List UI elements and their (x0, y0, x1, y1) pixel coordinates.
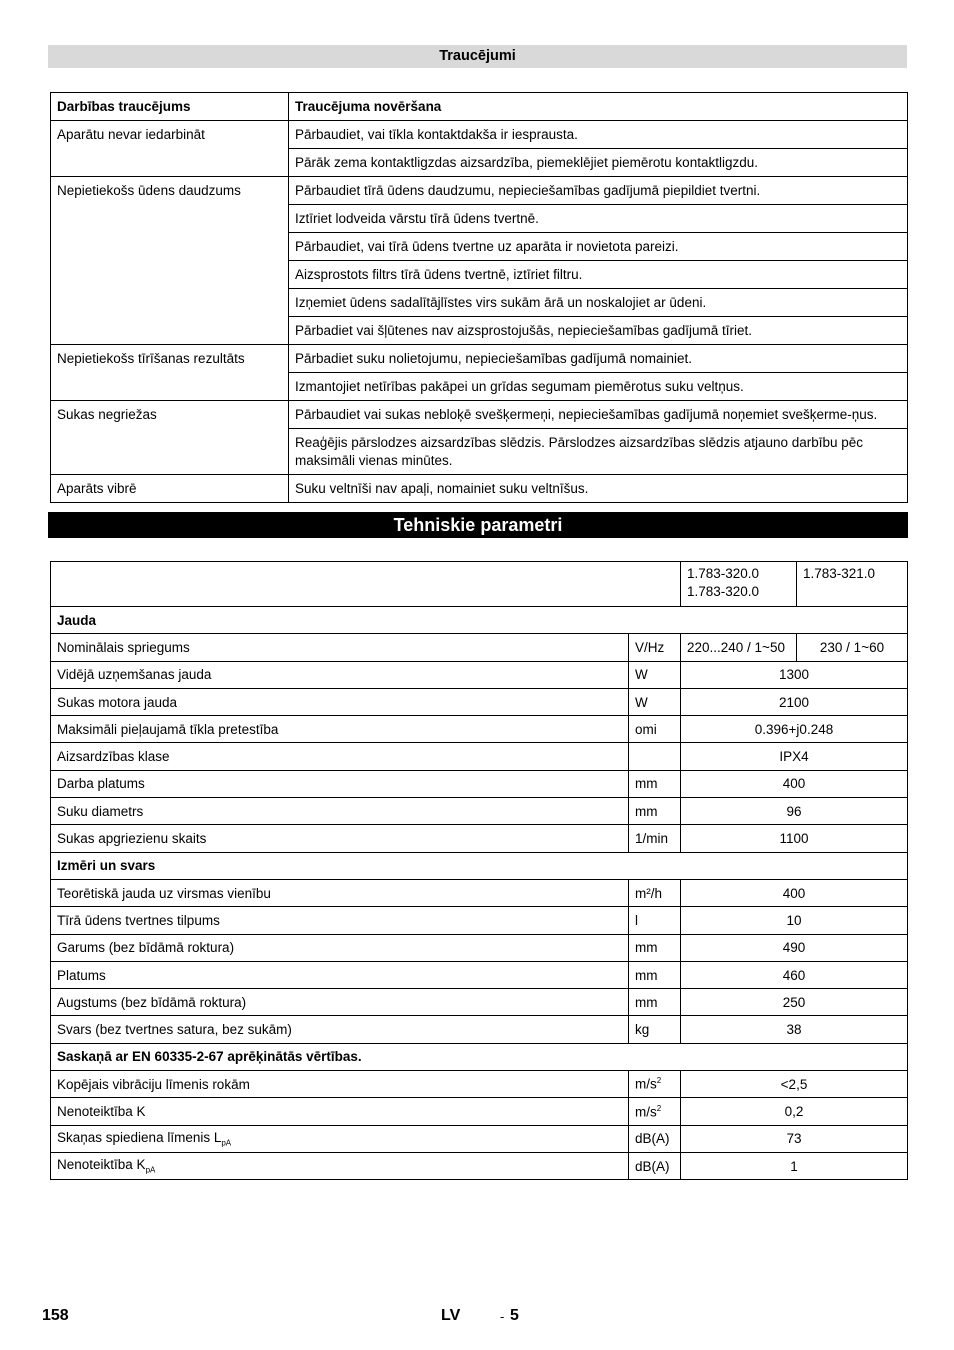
spec-value: 400 (681, 770, 908, 797)
spec-value: 73 (681, 1125, 908, 1152)
spec-value: 10 (681, 907, 908, 934)
language-code: LV (441, 1307, 461, 1324)
faults-table (50, 92, 908, 503)
remedy-cell: Iztīriet lodveida vārstu tīrā ūdens tvertnē. (289, 205, 908, 233)
spec-unit-text: omi (635, 721, 657, 737)
spec-row (51, 634, 908, 661)
spec-value: 490 (681, 934, 908, 961)
spec-row (51, 934, 908, 961)
spec-unit-text: V/Hz (635, 639, 665, 655)
fault-row (51, 345, 908, 373)
spec-unit (629, 1016, 681, 1043)
spec-unit-text: mm (635, 803, 658, 819)
header-fault: Darbības traucējums (51, 93, 289, 121)
spec-row (51, 798, 908, 825)
fault-row (51, 177, 908, 205)
remedy-cell: Pārāk zema kontaktligzdas aizsardzība, piemeklējiet piemērotu kontaktligzdu. (289, 149, 908, 177)
spec-row (51, 743, 908, 770)
spec-name (51, 661, 629, 688)
spec-unit-text: dB(A) (635, 1131, 670, 1147)
remedy-cell: Izņemiet ūdens sadalītājlīstes virs sukām ārā un noskalojiet ar ūdeni. (289, 289, 908, 317)
spec-unit-text: dB(A) (635, 1158, 670, 1174)
spec-name-text: Garums (bez bīdāmā roktura) (57, 940, 235, 956)
spec-name-text: Augstums (bez bīdāmā roktura) (57, 994, 247, 1010)
spec-unit-text: mm (635, 940, 658, 956)
spec-section-row (51, 1043, 908, 1070)
spec-value-a: 220...240 / 1~50 (681, 634, 797, 661)
spec-unit (629, 879, 681, 906)
fault-cell: Nepietiekošs tīrīšanas rezultāts (51, 345, 289, 401)
spec-unit-text: m/s (635, 1076, 657, 1092)
spec-row (51, 907, 908, 934)
section-page: 5 (510, 1307, 519, 1324)
fault-cell: Sukas negriežas (51, 401, 289, 475)
spec-name-text: Teorētiskā jauda uz virsmas vienību (57, 885, 271, 901)
spec-unit (629, 989, 681, 1016)
section-title-specs: Tehniskie parametri (48, 512, 908, 538)
spec-value: 400 (681, 879, 908, 906)
spec-unit (629, 825, 681, 852)
remedy-cell: Izmantojiet netīrības pakāpei un grīdas segumam piemērotus suku veltņus. (289, 373, 908, 401)
fault-row (51, 121, 908, 149)
footer-dash: - (500, 1309, 505, 1324)
spec-value: 0.396+j0.248 (681, 716, 908, 743)
spec-name-text: Suku diametrs (57, 803, 144, 819)
spec-value: 250 (681, 989, 908, 1016)
spec-name (51, 1152, 629, 1179)
spec-name (51, 716, 629, 743)
fault-cell: Nepietiekošs ūdens daudzums (51, 177, 289, 345)
fault-row (51, 475, 908, 503)
spec-unit (629, 1125, 681, 1152)
page-number: 158 (42, 1307, 69, 1324)
spec-unit (629, 1098, 681, 1125)
spec-row (51, 989, 908, 1016)
spec-value: 0,2 (681, 1098, 908, 1125)
specs-table (50, 561, 908, 1180)
spec-name-text: Aizsardzības klase (57, 749, 170, 765)
spec-value: 2100 (681, 688, 908, 715)
faults-header-row (51, 93, 908, 121)
fault-cell: Aparāts vibrē (51, 475, 289, 503)
spec-name (51, 825, 629, 852)
remedy-cell: Pārbaudiet tīrā ūdens daudzumu, nepieciešamības gadījumā piepildiet tvertni. (289, 177, 908, 205)
remedy-cell: Pārbadiet vai šļūtenes nav aizsprostojušās, nepieciešamības gadījumā tīriet. (289, 317, 908, 345)
spec-name-text: Skaņas spiediena līmenis L (57, 1129, 222, 1145)
spec-row (51, 688, 908, 715)
spec-unit (629, 634, 681, 661)
spec-name (51, 688, 629, 715)
spec-name-subscript: pA (145, 1165, 156, 1175)
spec-unit (629, 1152, 681, 1179)
spec-unit (629, 961, 681, 988)
spec-name (51, 743, 629, 770)
model-header-row (51, 562, 908, 607)
spec-name (51, 798, 629, 825)
empty-cell (51, 562, 681, 607)
spec-value: <2,5 (681, 1071, 908, 1098)
spec-unit-superscript: 2 (656, 1076, 662, 1086)
spec-unit (629, 661, 681, 688)
spec-row (51, 661, 908, 688)
spec-unit-superscript: 2 (656, 1103, 662, 1113)
remedy-cell: Pārbaudiet, vai tīkla kontaktdakša ir iesprausta. (289, 121, 908, 149)
spec-value: 1100 (681, 825, 908, 852)
spec-value-b: 230 / 1~60 (797, 634, 908, 661)
section-title-faults: Traucējumi (48, 45, 907, 68)
spec-name (51, 934, 629, 961)
model-b-number: 1.783-321.0 (797, 562, 908, 607)
spec-row (51, 1152, 908, 1179)
remedy-cell: Reaģējis pārslodzes aizsardzības slēdzis. Pārslodzes aizsardzības slēdzis atjauno darbību pēc maksimāli vienas minūtes. (289, 429, 908, 475)
spec-name-text: Nenoteiktība K (57, 1157, 146, 1173)
spec-value: 1300 (681, 661, 908, 688)
spec-name (51, 907, 629, 934)
fault-row (51, 401, 908, 429)
spec-unit-text: m/s (635, 1104, 657, 1120)
spec-value: 1 (681, 1152, 908, 1179)
spec-name (51, 1016, 629, 1043)
header-remedy: Traucējuma novēršana (289, 93, 908, 121)
remedy-cell: Aizsprostots filtrs tīrā ūdens tvertnē, iztīriet filtru. (289, 261, 908, 289)
spec-unit-text: kg (635, 1022, 650, 1038)
spec-row (51, 1071, 908, 1098)
spec-name (51, 770, 629, 797)
spec-name-text: Maksimāli pieļaujamā tīkla pretestība (57, 721, 279, 737)
spec-unit (629, 688, 681, 715)
spec-unit (629, 798, 681, 825)
spec-name-subscript: pA (221, 1138, 232, 1148)
remedy-cell: Pārbaudiet, vai tīrā ūdens tvertne uz aparāta ir novietota pareizi. (289, 233, 908, 261)
spec-row (51, 1125, 908, 1152)
spec-name-text: Nominālais spriegums (57, 639, 190, 655)
spec-section-title: Saskaņā ar EN 60335-2-67 aprēķinātās vērtības. (51, 1043, 908, 1070)
spec-name (51, 1098, 629, 1125)
spec-name (51, 961, 629, 988)
spec-row (51, 879, 908, 906)
spec-row (51, 825, 908, 852)
spec-unit-text: W (635, 667, 648, 683)
spec-unit-text: W (635, 694, 648, 710)
spec-unit (629, 907, 681, 934)
fault-cell: Aparātu nevar iedarbināt (51, 121, 289, 177)
remedy-cell: Pārbaudiet vai sukas nebloķē svešķermeņi, nepieciešamības gadījumā noņemiet svešķerme-ņus. (289, 401, 908, 429)
remedy-cell: Suku veltnīši nav apaļi, nomainiet suku veltnīšus. (289, 475, 908, 503)
spec-row (51, 770, 908, 797)
spec-value: 460 (681, 961, 908, 988)
spec-unit-text: mm (635, 967, 658, 983)
spec-unit (629, 1071, 681, 1098)
spec-unit-text: 1/min (635, 831, 669, 847)
spec-unit (629, 743, 681, 770)
spec-name (51, 634, 629, 661)
spec-section-title: Jauda (51, 607, 908, 634)
spec-unit (629, 770, 681, 797)
spec-unit-text: m²/h (635, 885, 662, 901)
spec-row (51, 1098, 908, 1125)
model-a-number: 1.783-320.0 (687, 584, 760, 599)
spec-unit (629, 716, 681, 743)
spec-unit-text: mm (635, 776, 658, 792)
spec-name (51, 1071, 629, 1098)
spec-unit (629, 934, 681, 961)
spec-row (51, 961, 908, 988)
spec-name-text: Tīrā ūdens tvertnes tilpums (57, 912, 220, 928)
spec-name-text: Sukas apgriezienu skaits (57, 831, 207, 847)
spec-name-text: Nenoteiktība K (57, 1103, 146, 1119)
spec-name (51, 879, 629, 906)
spec-name-text: Kopējais vibrāciju līmenis rokām (57, 1076, 250, 1092)
spec-value: IPX4 (681, 743, 908, 770)
spec-row (51, 716, 908, 743)
spec-name-text: Vidējā uzņemšanas jauda (57, 667, 212, 683)
spec-name (51, 989, 629, 1016)
model-a-number: 1.783-320.0 (687, 566, 760, 581)
spec-row (51, 1016, 908, 1043)
remedy-cell: Pārbadiet suku nolietojumu, nepieciešamības gadījumā nomainiet. (289, 345, 908, 373)
spec-value: 38 (681, 1016, 908, 1043)
spec-section-row (51, 607, 908, 634)
spec-unit-text: mm (635, 994, 658, 1010)
spec-name (51, 1125, 629, 1152)
model-a-cell (681, 562, 797, 607)
spec-name-text: Platums (57, 967, 106, 983)
spec-value: 96 (681, 798, 908, 825)
spec-section-row (51, 852, 908, 879)
spec-unit-text: l (635, 912, 638, 928)
spec-name-text: Sukas motora jauda (57, 694, 178, 710)
spec-name-text: Darba platums (57, 776, 145, 792)
spec-name-text: Svars (bez tvertnes satura, bez sukām) (57, 1022, 292, 1038)
spec-section-title: Izmēri un svars (51, 852, 908, 879)
